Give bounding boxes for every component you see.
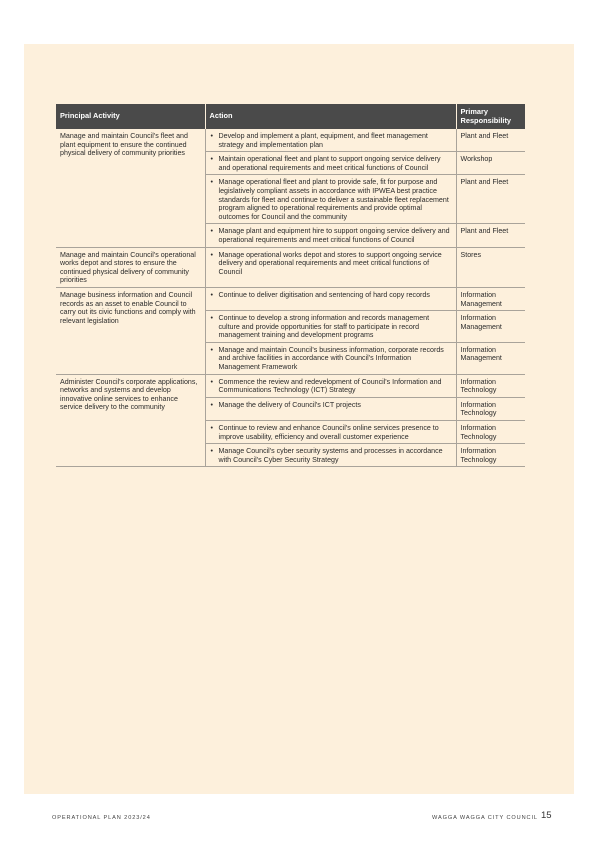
table-row: [56, 129, 525, 152]
bullet-icon: •: [210, 345, 213, 354]
bullet-icon: •: [210, 314, 213, 323]
responsibility-cell: Information Management: [456, 311, 525, 343]
bullet-icon: •: [210, 155, 213, 164]
responsibility-cell: Information Technology: [456, 421, 525, 444]
responsibility-cell: Plant and Fleet: [456, 175, 525, 224]
bullet-icon: •: [210, 447, 213, 456]
footer-organisation: WAGGA WAGGA CITY COUNCIL: [432, 815, 538, 821]
bullet-icon: •: [210, 250, 213, 259]
responsibility-cell: Information Technology: [456, 374, 525, 397]
action-cell: • Manage operational works depot and stores to support ongoing service delivery and operational requirements and meet critical functions of Council: [205, 247, 456, 287]
action-cell: • Continue to deliver digitisation and sentencing of hard copy records: [205, 287, 456, 310]
table-row: [56, 374, 525, 397]
header-principal-activity: Principal Activity: [56, 104, 205, 129]
table-row: [56, 247, 525, 287]
action-cell: • Manage operational fleet and plant to provide safe, fit for purpose and legislatively compliant assets in accordance with IPWEA best practice standards for fleet and continue to deliver a sustainable fleet replacement program aligned to operational requirements and provide optimal outcomes for Council and the community: [205, 175, 456, 224]
action-cell: • Develop and implement a plant, equipment, and fleet management strategy and implementation plan: [205, 129, 456, 152]
table-header-row: [56, 104, 525, 129]
principal-activity-cell: Manage and maintain Council's operational works depot and stores to ensure the continued physical delivery of community priorities: [56, 247, 205, 287]
principal-activity-cell: Manage and maintain Council's fleet and plant equipment to ensure the continued physical delivery of community priorities: [56, 129, 205, 247]
action-cell: • Continue to review and enhance Council's online services presence to improve usability, efficiency and overall customer experience: [205, 421, 456, 444]
header-primary-responsibility: Primary Responsibility: [456, 104, 525, 129]
bullet-icon: •: [210, 290, 213, 299]
principal-activity-cell: Administer Council's corporate applications, networks and systems and develop innovative online services to enhance service delivery to the community: [56, 374, 205, 467]
action-cell: • Manage plant and equipment hire to support ongoing service delivery and operational requirements and meet critical functions of Council: [205, 224, 456, 247]
page-number: 15: [541, 810, 552, 821]
responsibility-cell: Plant and Fleet: [456, 129, 525, 152]
responsibility-cell: Information Technology: [456, 444, 525, 467]
responsibility-cell: Information Management: [456, 342, 525, 374]
responsibility-cell: Workshop: [456, 152, 525, 175]
bullet-icon: •: [210, 227, 213, 236]
responsibility-cell: Information Technology: [456, 397, 525, 420]
bullet-icon: •: [210, 400, 213, 409]
bullet-icon: •: [210, 377, 213, 386]
responsibility-cell: Plant and Fleet: [456, 224, 525, 247]
action-cell: • Manage Council's cyber security systems and processes in accordance with Council's Cyber Security Strategy: [205, 444, 456, 467]
activities-table: [56, 104, 525, 467]
responsibility-cell: Information Management: [456, 287, 525, 310]
action-cell: • Commence the review and redevelopment of Council's Information and Communications Technology (ICT) Strategy: [205, 374, 456, 397]
responsibility-cell: Stores: [456, 247, 525, 287]
header-action: Action: [205, 104, 456, 129]
footer-document-title: OPERATIONAL PLAN 2023/24: [52, 815, 151, 821]
action-cell: • Maintain operational fleet and plant to support ongoing service delivery and operational requirements and meet critical functions of Council: [205, 152, 456, 175]
bullet-icon: •: [210, 424, 213, 433]
principal-activity-cell: Manage business information and Council records as an asset to enable Council to carry out its civic functions and comply with relevant legislation: [56, 287, 205, 374]
bullet-icon: •: [210, 132, 213, 140]
bullet-icon: •: [210, 178, 213, 187]
table-row: [56, 287, 525, 310]
action-cell: • Continue to develop a strong information and records management culture and provide opportunities for staff to participate in record management training and development programs: [205, 311, 456, 343]
action-cell: • Manage the delivery of Council's ICT projects: [205, 397, 456, 420]
action-cell: • Manage and maintain Council's business information, corporate records and archive facilities in accordance with Council's Information Management Framework: [205, 342, 456, 374]
